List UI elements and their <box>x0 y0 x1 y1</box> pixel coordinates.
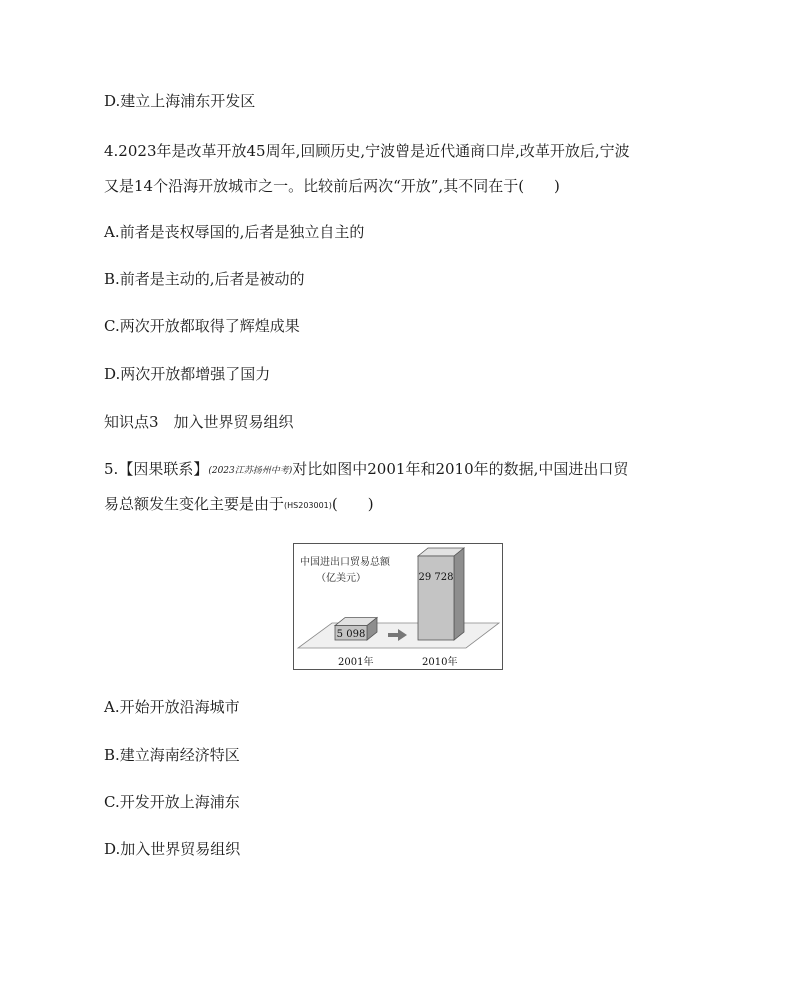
q5-option-b: B.建立海南经济特区 <box>104 746 240 764</box>
chart-title: 中国进出口贸易总额 <box>300 557 390 568</box>
q4-option-a: A.前者是丧权辱国的,后者是独立自主的 <box>104 223 365 241</box>
q5-code: (HS203001) <box>284 501 332 510</box>
category-label-2010: 2010年 <box>422 657 458 668</box>
chart-svg <box>294 544 502 669</box>
bar-2010 <box>418 556 454 640</box>
section-title: 知识点3 加入世界贸易组织 <box>104 413 294 431</box>
q4-stem-line2: 又是14个沿海开放城市之一。比较前后两次“开放”,其不同在于( ) <box>104 177 560 195</box>
category-label-2001: 2001年 <box>338 657 374 668</box>
q5-stem-line1 <box>104 459 628 481</box>
data-label-2001: 5 098 <box>336 628 366 640</box>
q5-blank: ( ) <box>331 495 374 513</box>
q5-option-a: A.开始开放沿海城市 <box>104 698 240 716</box>
q5-option-c: C.开发开放上海浦东 <box>104 793 240 811</box>
chart-unit: （亿美元） <box>316 573 366 584</box>
q5-tag: 【因果联系】 <box>118 460 209 478</box>
q5-option-d: D.加入世界贸易组织 <box>104 840 241 858</box>
q5-number: 5. <box>104 460 119 478</box>
data-label-2010: 29 728 <box>418 572 454 583</box>
q5-stem-text2: 易总额发生变化主要是由于 <box>104 495 285 513</box>
bar-side-2010 <box>454 548 464 640</box>
q4-option-d: D.两次开放都增强了国力 <box>104 365 271 383</box>
q5-stem-line2 <box>104 494 374 516</box>
q4-option-b: B.前者是主动的,后者是被动的 <box>104 270 305 288</box>
q5-source: (2023江苏扬州中考) <box>208 466 293 476</box>
q3-option-d: D.建立上海浦东开发区 <box>104 92 256 110</box>
q4-option-c: C.两次开放都取得了辉煌成果 <box>104 317 300 335</box>
trade-chart <box>293 543 503 670</box>
q5-stem-text1: 对比如图中2001年和2010年的数据,中国进出口贸 <box>292 460 629 478</box>
q4-stem-line1: 4.2023年是改革开放45周年,回顾历史,宁波曾是近代通商口岸,改革开放后,宁波 <box>104 142 630 160</box>
